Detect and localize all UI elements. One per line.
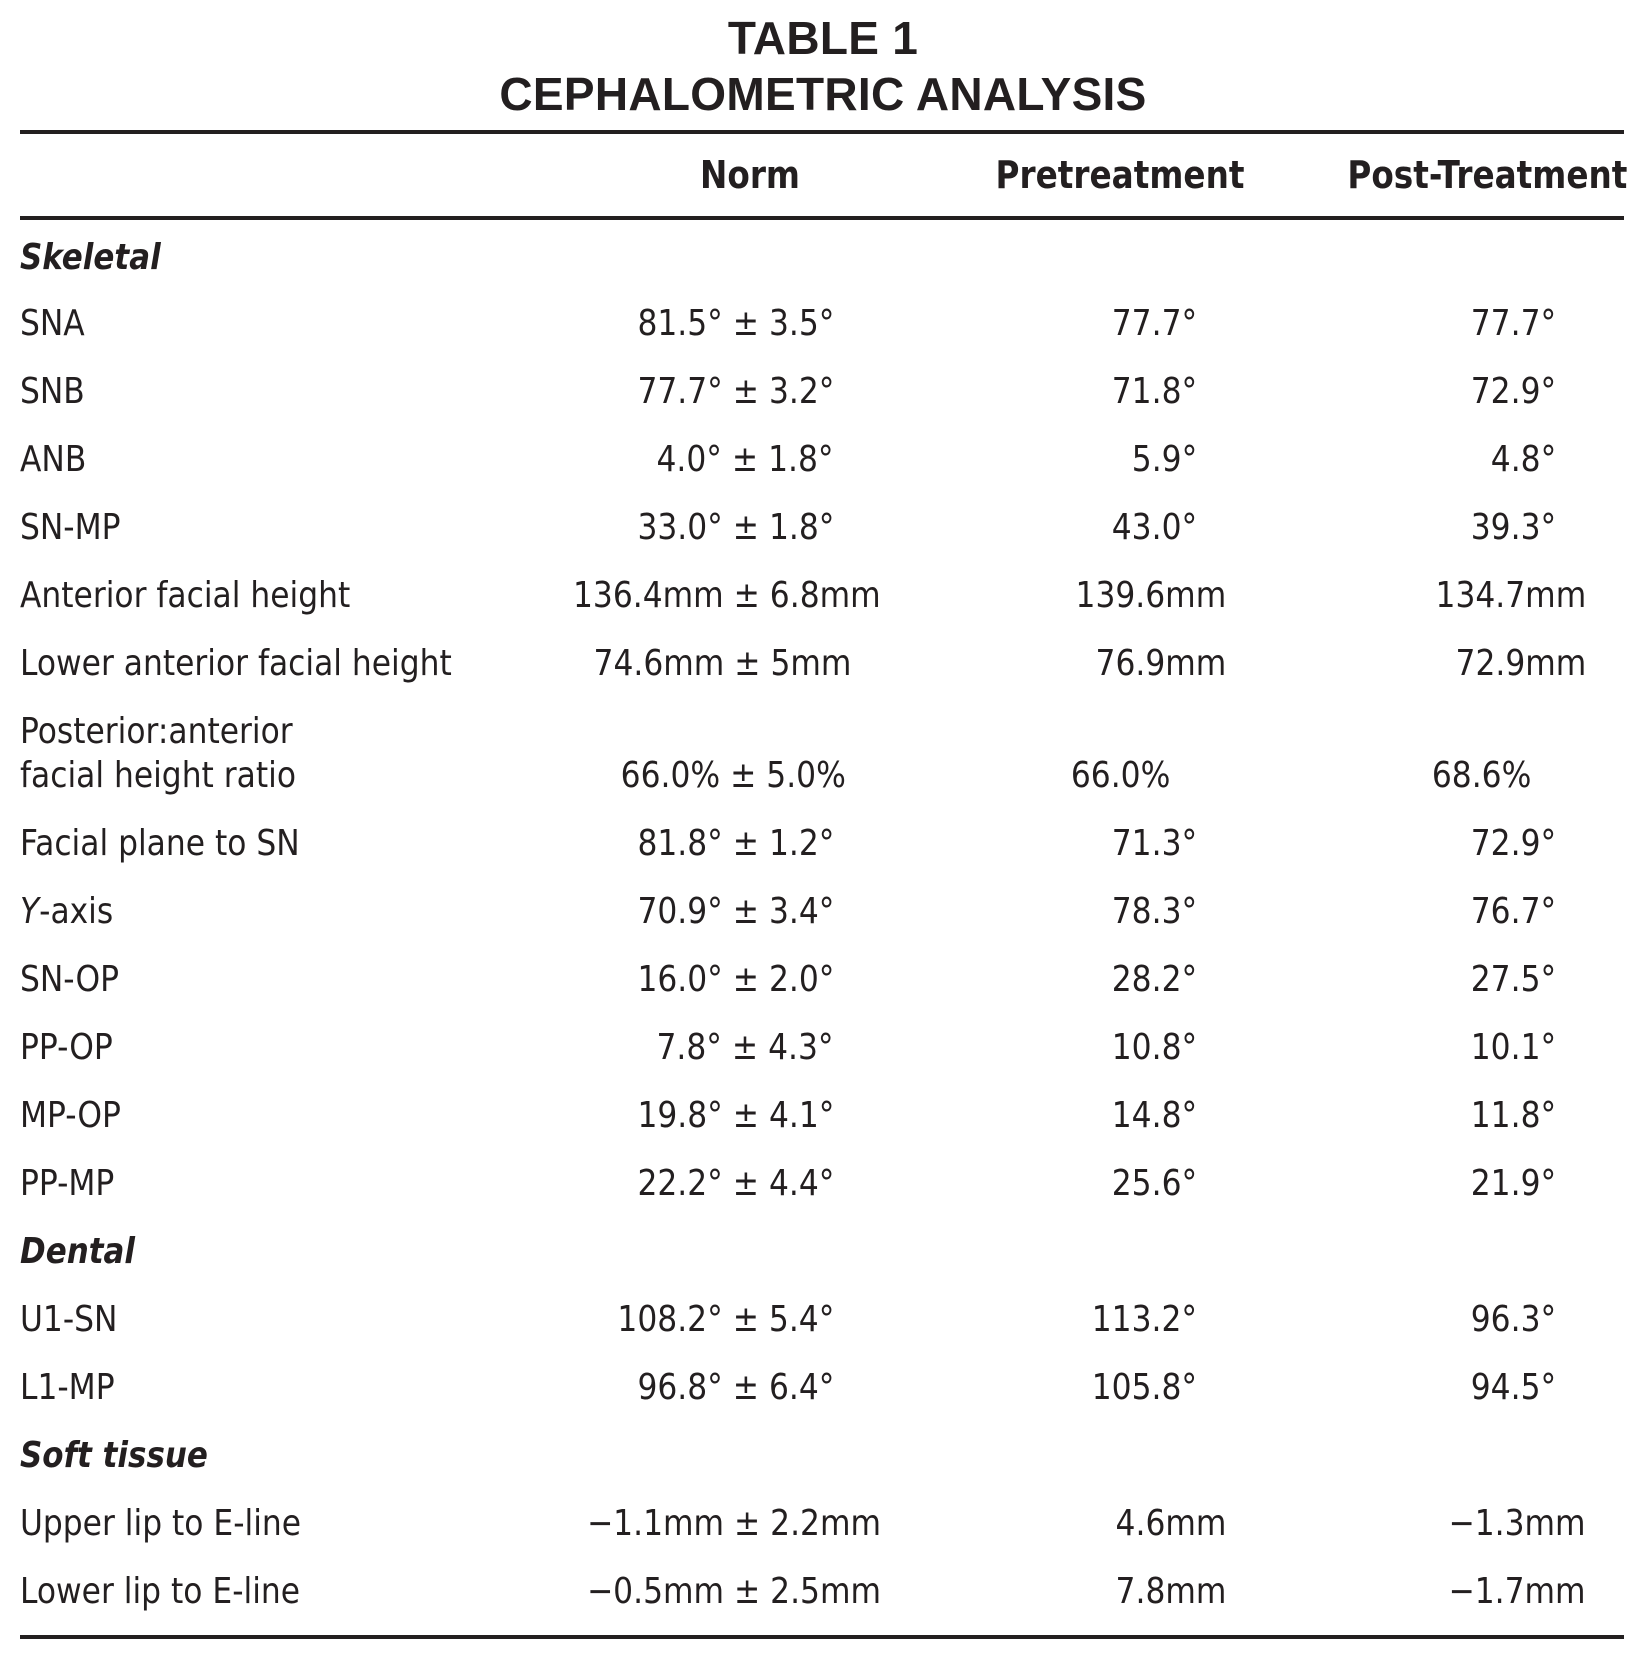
norm-value: 77.7° ± 3.2°	[636, 371, 834, 412]
norm-value: −0.5mm ± 2.5mm	[586, 1571, 881, 1612]
row-label: ANB	[20, 439, 87, 480]
table-row	[0, 302, 1646, 346]
norm-value: 16.0° ± 2.0°	[636, 959, 834, 1000]
norm-value: 19.8° ± 4.1°	[636, 1095, 834, 1136]
table-row	[0, 506, 1646, 550]
top-rule	[20, 130, 1624, 134]
table-row	[0, 1502, 1646, 1546]
post-treatment-value: 21.9°	[1470, 1163, 1556, 1204]
row-label: L1-MP	[20, 1367, 115, 1408]
table-row	[0, 1094, 1646, 1138]
row-label: MP-OP	[20, 1095, 121, 1136]
table-row	[0, 1162, 1646, 1206]
row-label: Facial plane to SN	[20, 823, 300, 864]
post-treatment-value: 72.9°	[1470, 371, 1556, 412]
row-label: Lower lip to E-line	[20, 1571, 301, 1612]
pretreatment-value: 28.2°	[1111, 959, 1197, 1000]
section-soft-tissue: Soft tissue	[20, 1435, 208, 1476]
row-label: Posterior:anterior facial height ratio	[20, 711, 296, 796]
column-header-post-treatment: Post-Treatment	[1347, 153, 1628, 197]
norm-value: 74.6mm ± 5mm	[593, 643, 851, 684]
row-label: Anterior facial height	[20, 575, 351, 616]
pretreatment-value: 78.3°	[1111, 891, 1197, 932]
norm-value: 96.8° ± 6.4°	[636, 1367, 834, 1408]
norm-value: 66.0% ± 5.0%	[620, 755, 846, 796]
table-row	[0, 710, 1646, 798]
table-caption: CEPHALOMETRIC ANALYSIS	[499, 68, 1147, 120]
row-label: SN-OP	[20, 959, 120, 1000]
table-row	[0, 958, 1646, 1002]
norm-value: −1.1mm ± 2.2mm	[586, 1503, 881, 1544]
table-number: TABLE 1	[727, 12, 919, 64]
axis-suffix: -axis	[39, 891, 114, 932]
table-row	[0, 370, 1646, 414]
column-header-pretreatment: Pretreatment	[995, 153, 1245, 197]
pretreatment-value: 25.6°	[1111, 1163, 1197, 1204]
column-header-norm: Norm	[700, 153, 800, 197]
pretreatment-value: 14.8°	[1111, 1095, 1197, 1136]
norm-value: 70.9° ± 3.4°	[636, 891, 834, 932]
pretreatment-value: 10.8°	[1111, 1027, 1197, 1068]
pretreatment-value: 139.6mm	[1075, 575, 1226, 616]
section-skeletal: Skeletal	[20, 237, 161, 278]
post-treatment-value: 39.3°	[1470, 507, 1556, 548]
section-dental: Dental	[20, 1231, 136, 1272]
post-treatment-value: 134.7mm	[1435, 575, 1586, 616]
table-row	[0, 642, 1646, 686]
pretreatment-value: 66.0%	[1070, 755, 1170, 796]
row-label: SNA	[20, 303, 85, 344]
row-label	[20, 890, 113, 934]
post-treatment-value: 72.9mm	[1455, 643, 1586, 684]
pretreatment-value: 71.3°	[1111, 823, 1197, 864]
row-label: PP-OP	[20, 1027, 113, 1068]
post-treatment-value: 96.3°	[1470, 1299, 1556, 1340]
pretreatment-value: 4.6mm	[1115, 1503, 1226, 1544]
table-row	[0, 890, 1646, 934]
post-treatment-value: −1.3mm	[1448, 1503, 1586, 1544]
norm-value: 81.5° ± 3.5°	[636, 303, 834, 344]
norm-value: 108.2° ± 5.4°	[617, 1299, 834, 1340]
table-row	[0, 438, 1646, 482]
header-rule	[20, 216, 1624, 220]
table-row	[0, 822, 1646, 866]
post-treatment-value: −1.7mm	[1448, 1571, 1586, 1612]
row-label: SN-MP	[20, 507, 121, 548]
row-label: Upper lip to E-line	[20, 1503, 302, 1544]
y-letter: Y	[20, 891, 40, 932]
row-label: PP-MP	[20, 1163, 115, 1204]
pretreatment-value: 5.9°	[1131, 439, 1197, 480]
norm-value: 7.8° ± 4.3°	[656, 1027, 834, 1068]
post-treatment-value: 4.8°	[1490, 439, 1556, 480]
bottom-rule	[20, 1635, 1624, 1639]
table-row	[0, 574, 1646, 618]
post-treatment-value: 27.5°	[1470, 959, 1556, 1000]
table-row	[0, 1026, 1646, 1070]
pretreatment-value: 71.8°	[1111, 371, 1197, 412]
post-treatment-value: 94.5°	[1470, 1367, 1556, 1408]
pretreatment-value: 7.8mm	[1115, 1571, 1226, 1612]
pretreatment-value: 113.2°	[1091, 1299, 1197, 1340]
norm-value: 22.2° ± 4.4°	[636, 1163, 834, 1204]
pretreatment-value: 105.8°	[1091, 1367, 1197, 1408]
post-treatment-value: 76.7°	[1470, 891, 1556, 932]
norm-value: 136.4mm ± 6.8mm	[573, 575, 881, 616]
table-row	[0, 1298, 1646, 1342]
row-label: SNB	[20, 371, 85, 412]
post-treatment-value: 77.7°	[1470, 303, 1556, 344]
row-label: U1-SN	[20, 1299, 118, 1340]
table-row	[0, 1366, 1646, 1410]
post-treatment-value: 11.8°	[1470, 1095, 1556, 1136]
row-label: Lower anterior facial height	[20, 643, 452, 684]
norm-value: 81.8° ± 1.2°	[636, 823, 834, 864]
norm-value: 4.0° ± 1.8°	[656, 439, 834, 480]
pretreatment-value: 77.7°	[1111, 303, 1197, 344]
norm-value: 33.0° ± 1.8°	[636, 507, 834, 548]
table-title	[0, 10, 1646, 122]
post-treatment-value: 10.1°	[1470, 1027, 1556, 1068]
table-row	[0, 1570, 1646, 1614]
post-treatment-value: 68.6%	[1431, 755, 1531, 796]
post-treatment-value: 72.9°	[1470, 823, 1556, 864]
pretreatment-value: 76.9mm	[1095, 643, 1226, 684]
pretreatment-value: 43.0°	[1111, 507, 1197, 548]
